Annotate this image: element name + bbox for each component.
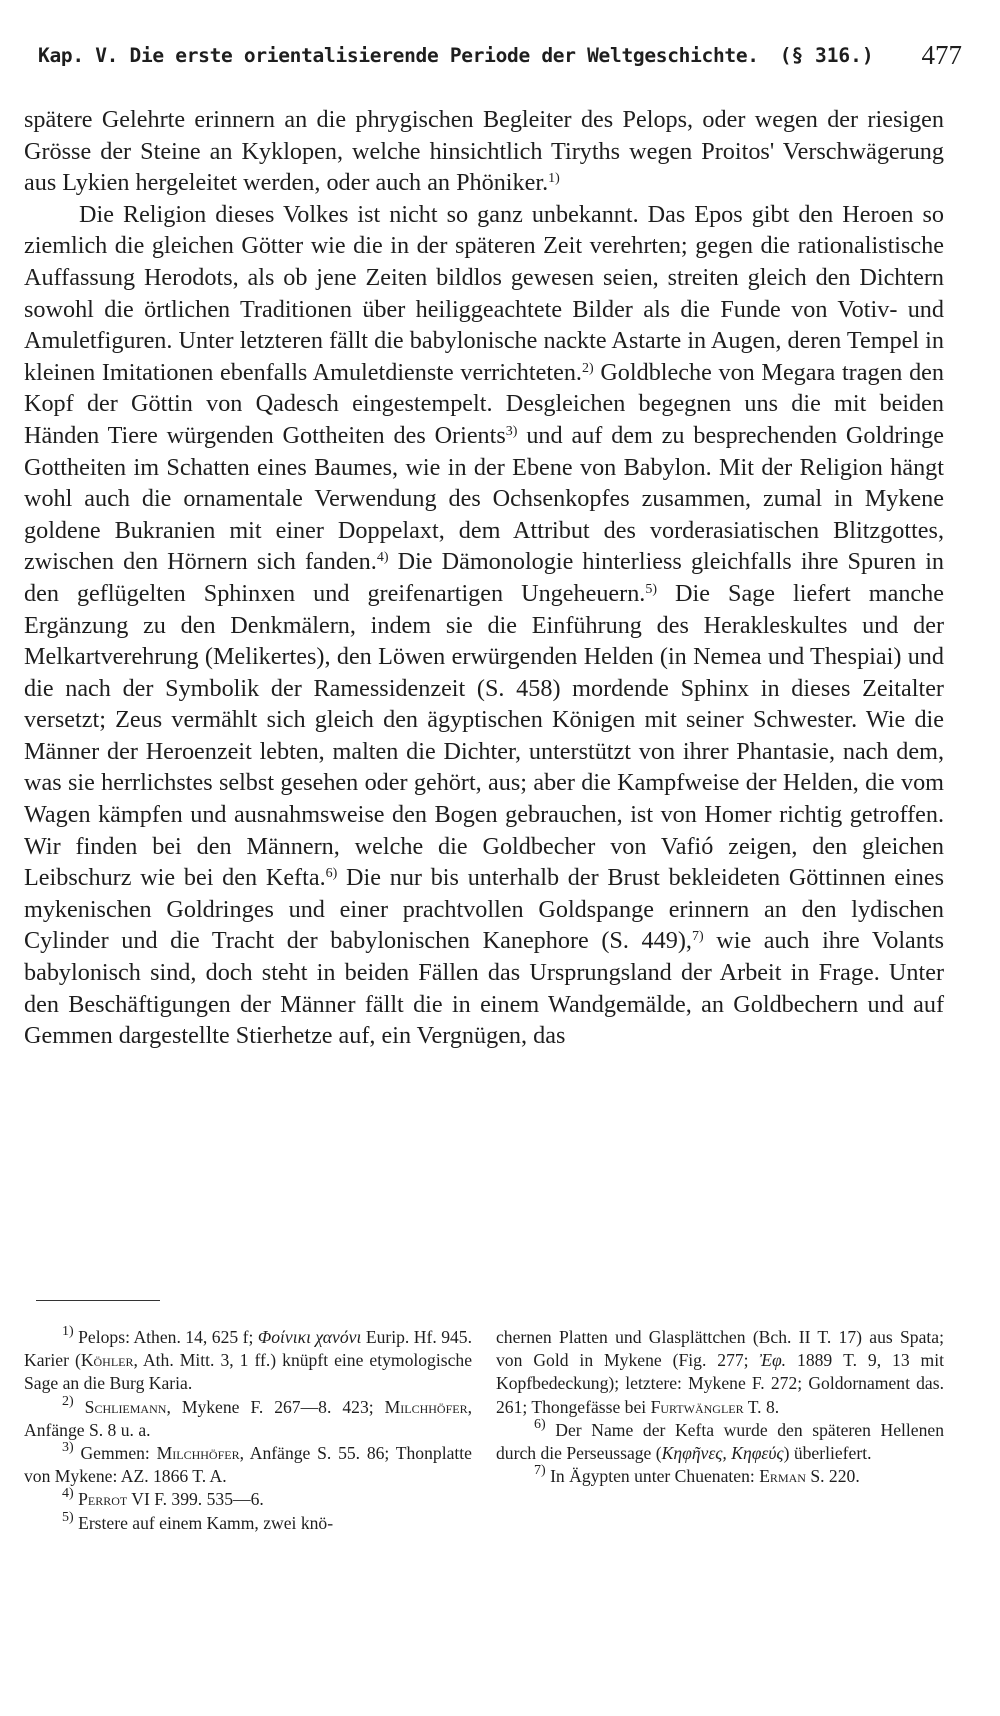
footnotes bbox=[24, 1326, 944, 1535]
footnote-text: ) überliefert. bbox=[783, 1443, 872, 1464]
footnote-text: Eurip. Hf. 945. Karier ( bbox=[24, 1327, 473, 1371]
footnote-text: In Ägypten unter Chuenaten: bbox=[545, 1466, 760, 1487]
running-header bbox=[38, 40, 962, 70]
footnote-text: 1889 T. 9, 13 mit Kopfbedeckung); letztere: Mykene F. 272; Goldornament das. 261; Thongefässe bei bbox=[496, 1350, 944, 1417]
paragraph-text: und auf dem zu besprechenden Goldringe Gottheiten im Schatten eines Baumes, wie in der Ebene von Babylon. Mit der Religion hängt wohl auch die ornamentale Verwendung des Ochsenkopfes zusammen, zumal in Mykene goldene Bukranien mit einer Doppelaxt, dem Attribut des vorderasiatischen Blitzgottes, zwischen den Hörnern sich fanden. bbox=[24, 421, 945, 576]
author-name: Köhler bbox=[80, 1350, 134, 1371]
paragraph-text: Die Dämonologie hinterliess gleichfalls ihre Spuren in den geflügelten Sphinxen und greifenartigen Ungeheuern. bbox=[24, 548, 945, 607]
footnote-text: Erstere auf einem Kamm, zwei knö- bbox=[73, 1512, 334, 1533]
footnote-ref: 5) bbox=[645, 581, 658, 597]
footnote-text: Pelops: Athen. 14, 625 f; bbox=[73, 1327, 258, 1347]
footnote-mark: 1) bbox=[62, 1324, 74, 1339]
footnote-5-continued bbox=[496, 1326, 944, 1419]
footnote-ref: 7) bbox=[691, 929, 704, 945]
footnote-6 bbox=[496, 1416, 944, 1465]
paragraph-text: Die Religion dieses Volkes ist nicht so ganz unbekannt. Das Epos gibt den Heroen so ziemlich die gleichen Götter wie die in der späteren Zeit verehrten; gegen die rationalistische Auffassung Herodots, als ob jene Zeiten bildlos gewesen seien, streiten gleich den Dichtern sowohl die örtlichen Traditionen über heiliggeachtete Bilder als die Funde von Votiv- und Amuletfiguren. Unter letzteren fällt die babylonische nackte Astarte in Augen, deren Tempel in kleinen Imitationen ebenfalls Amuletdienste verrichteten. bbox=[24, 200, 944, 386]
author-name: Milchhöfer bbox=[384, 1396, 468, 1417]
footnote-ref: 1) bbox=[548, 171, 560, 187]
chapter-title: Kap. V. Die erste orientalisierende Periode der Weltgeschichte. bbox=[38, 44, 759, 67]
footnote-4 bbox=[24, 1488, 472, 1511]
footnote-mark: 4) bbox=[62, 1486, 74, 1502]
footnote-column-left bbox=[24, 1326, 472, 1535]
paragraph-text: Die nur bis unterhalb der Brust bekleideten Göttinnen eines mykenischen Goldringes und einer prachtvollen Goldspange erinnern an den lydischen Cylinder und die Tracht der babylonischen Kanephore (S. 449), bbox=[24, 864, 945, 955]
footnote-7 bbox=[496, 1465, 944, 1488]
greek-text: Φοίνικι χανόνι bbox=[257, 1327, 362, 1347]
paragraph-text: wie auch ihre Volants babylonisch sind, doch steht in beiden Fällen das Ursprungsland der Arbeit in Frage. Unter den Beschäftigungen der Männer fällt die in einem Wandgemälde, an Goldbechern und auf Gemmen dargestellte Stierhetze auf, ein Vergnügen, das bbox=[24, 927, 944, 1050]
footnote-text: Der Name der Kefta wurde den späteren Hellenen durch die Perseussage ( bbox=[496, 1419, 944, 1464]
footnote-mark: 6) bbox=[534, 1416, 546, 1432]
footnote-text: T. 8. bbox=[743, 1396, 780, 1417]
author-name: Erman bbox=[759, 1466, 806, 1487]
paragraph-text: Goldbleche von Megara tragen den Kopf der Göttin von Qadesch eingestempelt. Desgleichen begegnen uns die mit beiden Händen Tiere würgenden Gottheiten des Orients bbox=[24, 358, 944, 449]
paragraph-continuation bbox=[24, 104, 944, 199]
author-name: Milchhöfer bbox=[156, 1443, 240, 1464]
footnote-text: , Anfänge S. 55. 86; Thonplatte von Mykene: AZ. 1866 T. A. bbox=[24, 1443, 472, 1487]
footnote-column-right bbox=[496, 1326, 944, 1535]
footnote-1 bbox=[24, 1326, 472, 1396]
footnote-5 bbox=[24, 1509, 472, 1535]
footnote-text: , Mykene F. 267—8. 423; bbox=[166, 1396, 385, 1417]
footnote-text: , Ath. Mitt. 3, 1 ff.) knüpft eine etymologische Sage an die Burg Karia. bbox=[24, 1350, 473, 1394]
footnote-2 bbox=[24, 1393, 472, 1442]
footnote-ref: 2) bbox=[581, 360, 594, 376]
main-text bbox=[24, 104, 944, 1052]
footnote-mark: 2) bbox=[62, 1393, 74, 1409]
paragraph-text: spätere Gelehrte erinnern an die phrygischen Begleiter des Pelops, oder wegen der riesigen Grösse der Steine an Kyklopen, welche hinsichtlich Tiryths wegen Proitos' Verschwägerung aus Lykien hergeleitet werden, oder auch an Phöniker. bbox=[24, 106, 944, 197]
footnote-divider bbox=[36, 1300, 160, 1301]
footnote-mark: 3) bbox=[62, 1440, 74, 1456]
footnote-text: S. 220. bbox=[805, 1466, 860, 1487]
greek-text: Κηφῆνες, Κηφεύς bbox=[661, 1443, 784, 1464]
author-name: Schliemann bbox=[84, 1396, 167, 1417]
footnote-ref: 6) bbox=[325, 866, 338, 882]
footnote-text: VI F. 399. 535—6. bbox=[127, 1489, 264, 1510]
section-number: (§ 316.) bbox=[779, 44, 874, 67]
footnote-3 bbox=[24, 1442, 472, 1488]
footnote-mark: 7) bbox=[534, 1463, 546, 1479]
footnote-text: , Anfänge S. 8 u. a. bbox=[24, 1396, 472, 1440]
footnote-text: chernen Platten und Glasplättchen (Bch. II T. 17) aus Spata; von Gold in Mykene (Fig. 277; bbox=[496, 1327, 944, 1371]
greek-text: Ἐφ. bbox=[759, 1350, 787, 1371]
paragraph-text: Die Sage liefert manche Ergänzung zu den Denkmälern, indem sie die Einführung des Herakleskultes und der Melkartverehrung (Melikertes), den Löwen erwürgenden Helden (in Nemea und Thespiai) und die nach der Symbolik der Ramessidenzeit (S. 458) mordende Sphinx in dieses Zeitalter versetzt; Zeus vermählt sich gleich den ägyptischen Königen mit seiner Schwester. Wie die Männer der Heroenzeit lebten, malten die Dichter, unterstützt von ihrer Phantasie, nach dem, was sie herrlichstes selbst gesehen oder gehört, aus; aber die Kampfweise der Helden, die vom Wagen kämpfen und ausnahmsweise den Bogen gebrauchen, ist von Homer richtig getroffen. Wir finden bei den Männern, welche die Goldbecher von Vafió zeigen, den gleichen Leibschurz wie bei den Kefta. bbox=[24, 579, 944, 892]
footnote-mark: 5) bbox=[62, 1509, 74, 1525]
page-number: 477 bbox=[921, 40, 962, 70]
footnote-ref: 3) bbox=[505, 423, 518, 439]
paragraph-religion bbox=[24, 199, 944, 1052]
author-name: Furtwängler bbox=[650, 1396, 744, 1417]
footnote-text: Gemmen: bbox=[73, 1443, 157, 1464]
author-name: Perrot bbox=[78, 1489, 128, 1510]
footnote-ref: 4) bbox=[376, 550, 389, 566]
